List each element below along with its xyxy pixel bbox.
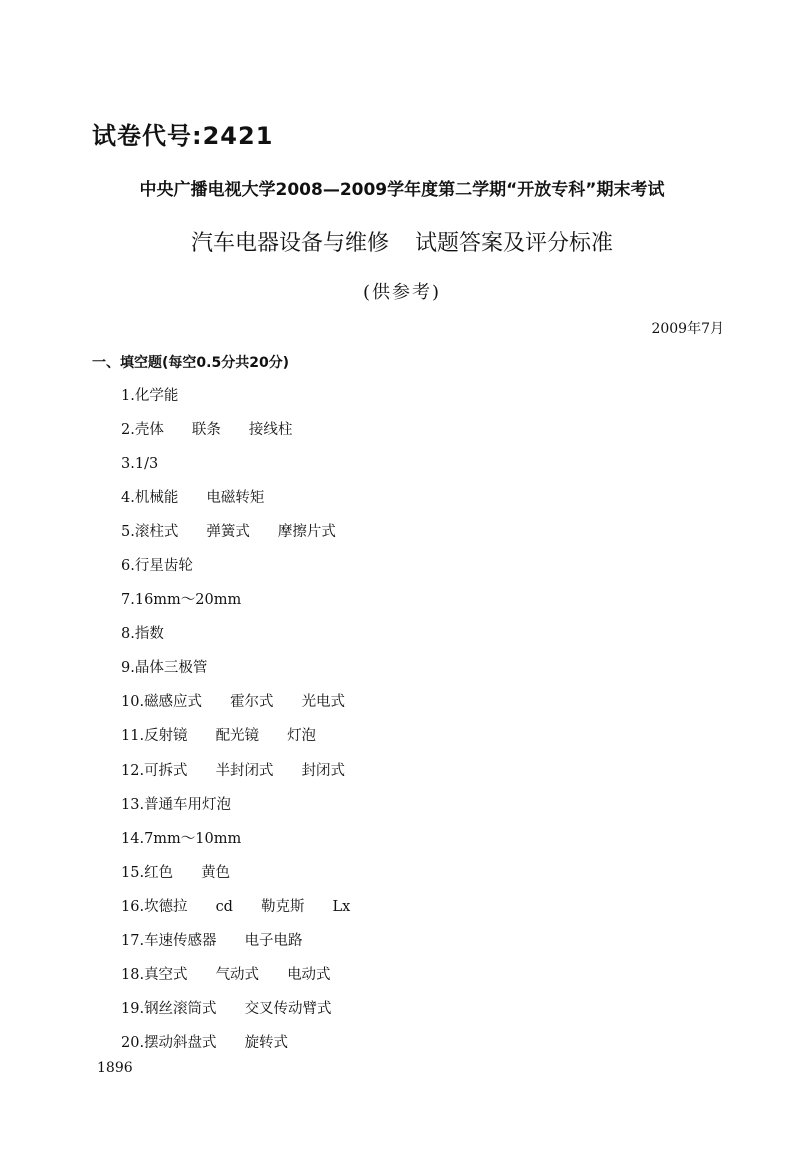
- answer-row: [121, 452, 378, 486]
- answer-number: 7.: [121, 592, 135, 609]
- answer-text: 指数: [134, 626, 164, 643]
- answer-row: [121, 793, 378, 827]
- answer-text: 钢丝滚筒式: [144, 1000, 217, 1017]
- answer-text: 坎德拉: [144, 898, 188, 915]
- answer-row: [121, 384, 378, 418]
- answer-number: 18.: [121, 966, 145, 983]
- answer-number: 6.: [121, 558, 135, 575]
- subject-line: [0, 226, 804, 257]
- answer-text: 滚柱式: [134, 524, 179, 541]
- answer-text: 旋转式: [244, 1034, 289, 1051]
- answer-text: 磁感应式: [144, 694, 203, 711]
- answer-text: 联条: [191, 422, 221, 439]
- answer-row: [121, 861, 378, 895]
- reference-note: (供参考): [362, 282, 442, 303]
- paper-code: 试卷代号:2421: [92, 122, 274, 150]
- answer-text: 普通车用灯泡: [144, 796, 232, 813]
- answer-text: 化学能: [134, 388, 179, 404]
- answer-row: [121, 1031, 378, 1065]
- answer-row: [121, 759, 378, 793]
- answer-number: 5.: [121, 524, 135, 541]
- answer-text: 16mm～20mm: [134, 592, 242, 609]
- answer-row: [121, 963, 378, 997]
- answer-row: [121, 827, 378, 861]
- answer-text: 接线柱: [248, 422, 293, 439]
- answer-row: [121, 929, 378, 963]
- answer-row: [121, 622, 378, 656]
- answer-number: 20.: [121, 1034, 145, 1051]
- answer-text: 红色: [144, 864, 174, 881]
- answer-number: 10.: [121, 694, 145, 711]
- section-title: 一、填空题(每空0.5分共20分): [92, 355, 290, 371]
- answer-number: 2.: [121, 422, 135, 439]
- answer-text: 光电式: [301, 694, 346, 711]
- answer-number: 3.: [121, 456, 135, 473]
- answer-text: 晶体三极管: [134, 660, 208, 677]
- answer-text: 黄色: [201, 864, 231, 881]
- answer-row: [121, 520, 378, 554]
- answer-number: 1.: [121, 388, 135, 404]
- answer-number: 15.: [121, 864, 145, 881]
- answer-text: 摩擦片式: [277, 524, 336, 541]
- answer-text: 半封闭式: [215, 762, 274, 779]
- answer-number: 11.: [121, 728, 145, 745]
- answer-number: 4.: [121, 490, 135, 507]
- answer-row: [121, 418, 378, 452]
- answer-text: 反射镜: [144, 728, 188, 745]
- exam-date: 2009年7月: [651, 321, 724, 337]
- answer-list: [121, 384, 378, 1065]
- answer-text: 配光镜: [215, 728, 260, 745]
- answer-row: [121, 656, 378, 690]
- answer-row: [121, 690, 378, 724]
- answer-text: 交叉传动臂式: [244, 1000, 332, 1017]
- answer-text: 封闭式: [301, 762, 346, 779]
- answer-row: [121, 895, 378, 929]
- answer-row: [121, 588, 378, 622]
- page-number: 1896: [97, 1060, 133, 1076]
- answer-text: 真空式: [144, 966, 188, 983]
- answer-text: 弹簧式: [206, 524, 250, 541]
- answer-row: [121, 997, 378, 1031]
- answer-text: 摆动斜盘式: [144, 1034, 217, 1051]
- answer-text: 机械能: [134, 490, 179, 507]
- answer-text: 霍尔式: [230, 694, 274, 711]
- answer-text: 可拆式: [144, 762, 188, 779]
- answer-number: 12.: [121, 762, 145, 779]
- answer-text: 壳体: [134, 422, 164, 439]
- answer-text: 气动式: [215, 966, 260, 983]
- answer-text: 电动式: [287, 966, 331, 983]
- answer-number: 19.: [121, 1000, 145, 1017]
- answer-text: 车速传感器: [144, 932, 217, 949]
- answer-row: [121, 486, 378, 520]
- exam-title: 中央广播电视大学2008—2009学年度第二学期“开放专科”期末考试: [139, 180, 665, 200]
- answer-text: 电子电路: [244, 932, 303, 949]
- answer-number: 17.: [121, 932, 145, 949]
- document-type: 试题答案及评分标准: [415, 231, 614, 256]
- answer-text: 7mm～10mm: [144, 830, 242, 847]
- answer-number: 16.: [121, 898, 145, 915]
- subject-name: 汽车电器设备与维修: [190, 231, 389, 256]
- answer-text: Lx: [332, 898, 351, 915]
- answer-row: [121, 554, 378, 588]
- answer-text: 行星齿轮: [134, 558, 193, 575]
- answer-number: 9.: [121, 660, 135, 677]
- answer-number: 8.: [121, 626, 135, 643]
- answer-text: cd: [215, 898, 233, 915]
- answer-text: 灯泡: [287, 728, 317, 745]
- answer-text: 1/3: [134, 456, 159, 473]
- answer-row: [121, 724, 378, 758]
- answer-number: 13.: [121, 796, 145, 813]
- answer-text: 勒克斯: [260, 898, 305, 915]
- answer-text: 电磁转矩: [206, 490, 265, 507]
- answer-number: 14.: [121, 830, 145, 847]
